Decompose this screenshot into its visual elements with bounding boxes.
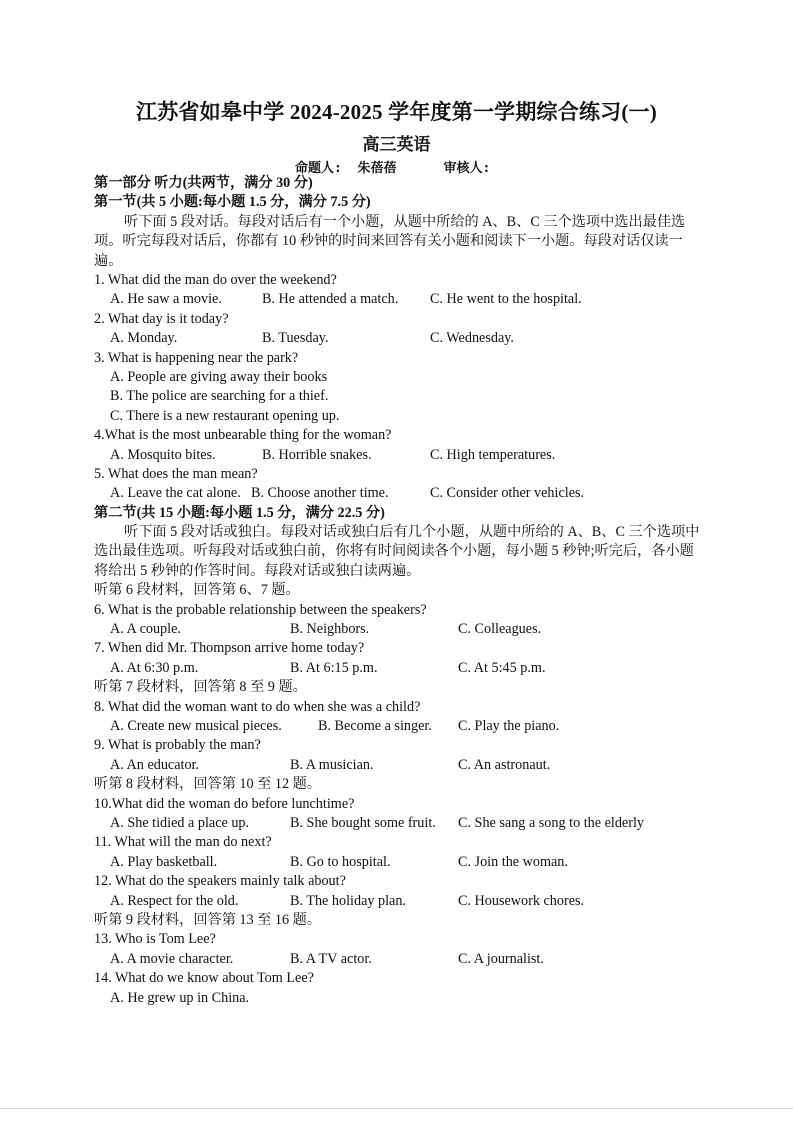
section2-instructions: 听下面 5 段对话或独白。每段对话或独白后有几个小题，从题中所给的 A、B、C 三个选项中选出最佳选项。听每段对话或独白前，你将有时间阅读各个小题，每小题 5 秒钟;听完后，各小题将给出 5 秒钟的作答时间。每段对话或独白读两遍。 bbox=[94, 524, 700, 579]
option-a: A. At 6:30 p.m. bbox=[110, 659, 199, 676]
question-11: 11. What will the man do next? bbox=[94, 834, 272, 851]
option-c: C. Consider other vehicles. bbox=[430, 485, 585, 502]
section2-heading: 第二节(共 15 小题:每小题 1.5 分，满分 22.5 分) bbox=[94, 504, 385, 521]
question-6: 6. What is the probable relationship between the speakers? bbox=[94, 601, 427, 618]
option-a: A. Monday. bbox=[110, 330, 178, 347]
option-b: B. Go to hospital. bbox=[290, 853, 391, 870]
option-b: B. A musician. bbox=[290, 756, 374, 773]
section1-instructions: 听下面 5 段对话。每段对话后有一个小题，从题中所给的 A、B、C 三个选项中选出最佳选项。听完每段对话后，你都有 10 秒钟的时间来回答有关小题和阅读下一小题。每段对话仅读一遍。 bbox=[94, 213, 686, 269]
option-b: B. The holiday plan. bbox=[290, 892, 406, 909]
question-10-options bbox=[94, 814, 704, 833]
option-c: C. An astronaut. bbox=[458, 756, 551, 773]
question-8-options bbox=[94, 717, 704, 736]
option-a: A. A couple. bbox=[110, 621, 181, 638]
question-4: 4.What is the most unbearable thing for the woman? bbox=[94, 427, 392, 444]
part-heading: 第一部分 听力(共两节，满分 30 分) bbox=[94, 175, 313, 191]
page-bottom-divider bbox=[0, 1108, 793, 1109]
option-a: A. Create new musical pieces. bbox=[110, 718, 282, 735]
exam-title: 江苏省如皋中学 2024-2025 学年度第一学期综合练习(一) bbox=[136, 100, 657, 124]
material-9-note: 听第 9 段材料，回答第 13 至 16 题。 bbox=[94, 911, 322, 928]
question-7-options bbox=[94, 659, 704, 678]
question-13: 13. Who is Tom Lee? bbox=[94, 931, 216, 948]
question-11-options bbox=[94, 853, 704, 872]
question-5-options bbox=[94, 484, 704, 503]
option-b: B. Horrible snakes. bbox=[262, 446, 372, 463]
question-9-options bbox=[94, 756, 704, 775]
option-c: C. Colleagues. bbox=[458, 621, 542, 638]
question-2: 2. What day is it today? bbox=[94, 310, 229, 327]
material-8-note: 听第 8 段材料，回答第 10 至 12 题。 bbox=[94, 776, 322, 793]
question-13-options bbox=[94, 950, 704, 969]
question-7: 7. When did Mr. Thompson arrive home today? bbox=[94, 640, 365, 657]
option-c: C. At 5:45 p.m. bbox=[458, 659, 546, 676]
option-a: A. Leave the cat alone. bbox=[110, 485, 241, 502]
question-10: 10.What did the woman do before lunchtime? bbox=[94, 795, 355, 812]
option-a: A. Play basketball. bbox=[110, 853, 218, 870]
question-1: 1. What did the man do over the weekend? bbox=[94, 272, 337, 288]
option-b: B. Become a singer. bbox=[318, 718, 432, 735]
option-a: A. Mosquito bites. bbox=[110, 446, 216, 463]
option-c: C. High temperatures. bbox=[430, 446, 556, 463]
question-12: 12. What do the speakers mainly talk about? bbox=[94, 873, 346, 890]
exam-content bbox=[94, 174, 704, 1008]
option-c: C. Play the piano. bbox=[458, 718, 560, 735]
question-4-options bbox=[94, 446, 704, 465]
question-9: 9. What is probably the man? bbox=[94, 737, 261, 754]
option-c: C. Housework chores. bbox=[458, 892, 585, 909]
option-c: C. A journalist. bbox=[458, 950, 544, 967]
option-a: A. She tidied a place up. bbox=[110, 814, 250, 831]
option-a: A. Respect for the old. bbox=[110, 892, 239, 909]
option-a: A. He grew up in China. bbox=[110, 989, 250, 1006]
option-b: B. She bought some fruit. bbox=[290, 814, 436, 831]
option-a: A. He saw a movie. bbox=[110, 291, 222, 308]
option-b: B. Neighbors. bbox=[290, 621, 370, 638]
exam-subject: 高三英语 bbox=[362, 135, 431, 154]
section1-heading: 第一节(共 5 小题:每小题 1.5 分，满分 7.5 分) bbox=[94, 194, 371, 211]
option-b: B. Choose another time. bbox=[251, 485, 389, 502]
question-8: 8. What did the woman want to do when she was a child? bbox=[94, 698, 421, 715]
option-b: B. Tuesday. bbox=[262, 330, 329, 347]
question-1-options bbox=[94, 290, 704, 309]
question-6-options bbox=[94, 620, 704, 639]
question-2-options bbox=[94, 329, 704, 348]
option-c: C. Join the woman. bbox=[458, 853, 568, 870]
option-b: B. A TV actor. bbox=[290, 950, 372, 967]
question-5: 5. What does the man mean? bbox=[94, 465, 258, 482]
material-7-note: 听第 7 段材料，回答第 8 至 9 题。 bbox=[94, 679, 307, 696]
option-b: B. The police are searching for a thief. bbox=[110, 388, 329, 405]
exam-authors: 命题人: 朱蓓蓓 审核人: bbox=[295, 161, 491, 176]
option-b: B. He attended a match. bbox=[262, 291, 399, 308]
option-a: A. A movie character. bbox=[110, 950, 234, 967]
option-a: A. An educator. bbox=[110, 756, 200, 773]
question-14: 14. What do we know about Tom Lee? bbox=[94, 970, 314, 987]
option-c: C. There is a new restaurant opening up. bbox=[110, 407, 340, 424]
material-6-note: 听第 6 段材料，回答第 6、7 题。 bbox=[94, 582, 300, 599]
question-3: 3. What is happening near the park? bbox=[94, 349, 299, 366]
option-b: B. At 6:15 p.m. bbox=[290, 659, 378, 676]
option-c: C. Wednesday. bbox=[430, 330, 514, 347]
option-c: C. He went to the hospital. bbox=[430, 291, 582, 308]
option-a: A. People are giving away their books bbox=[110, 368, 328, 385]
question-12-options bbox=[94, 892, 704, 911]
option-c: C. She sang a song to the elderly bbox=[458, 814, 644, 831]
